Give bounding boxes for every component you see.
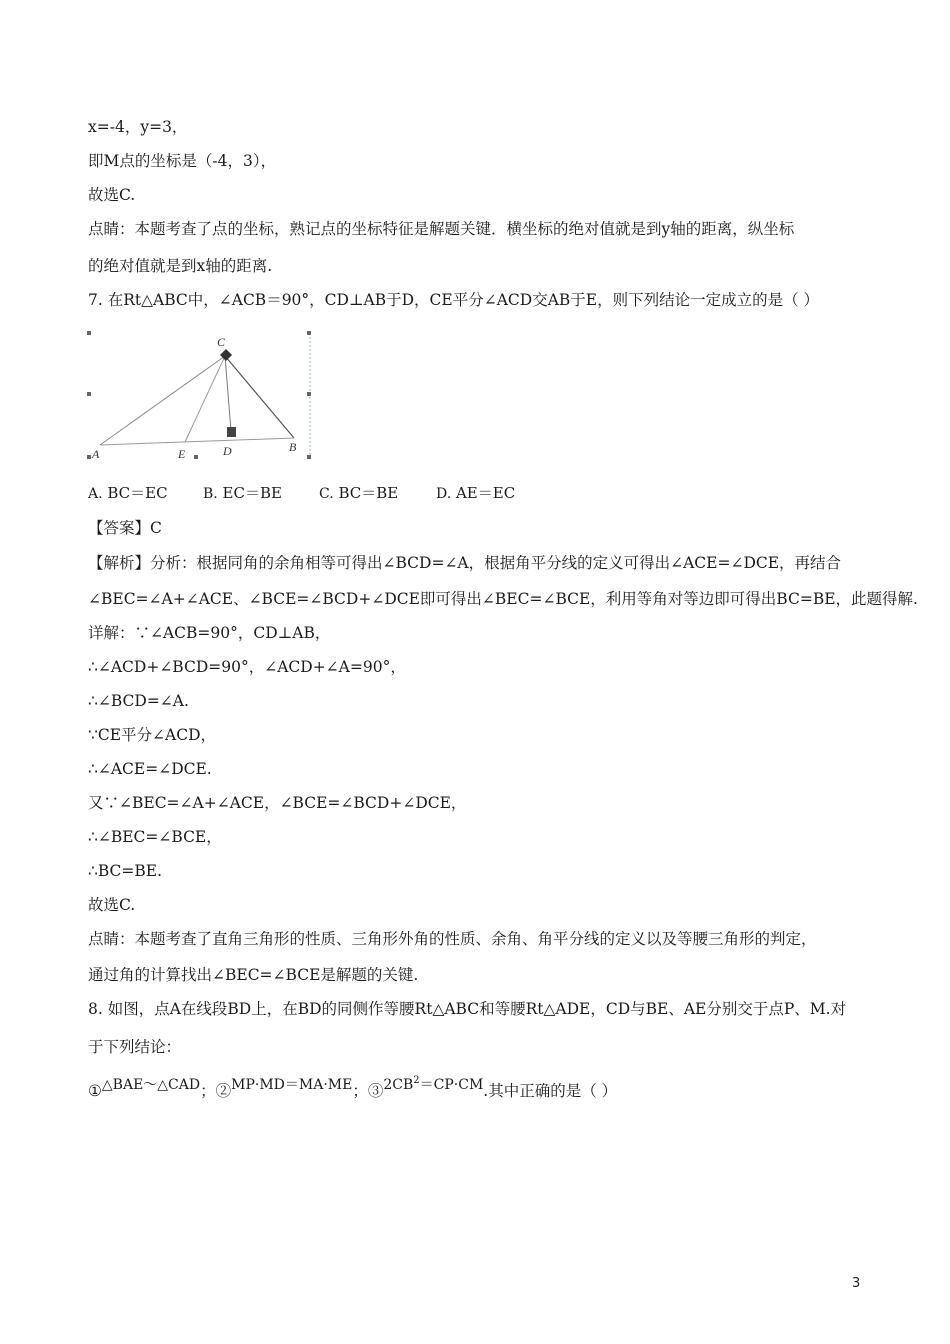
separator: ；② [200,1082,232,1100]
question-8-conclusions [88,1075,618,1104]
conclusion-3-base: 2CB [383,1077,414,1093]
analysis-line: ∴∠BEC=∠BCE， [88,828,222,846]
separator: ；③ [352,1082,384,1100]
analysis-line: 故选C. [88,896,136,914]
option-text: AE＝EC [455,484,516,502]
option-text: BC＝BE [338,484,399,502]
analysis-line: ∴∠BCD=∠A. [88,692,189,710]
analysis-line: ∠BEC=∠A+∠ACE、∠BCE=∠BCD+∠DCE即可得出∠BEC=∠BCE，利用等角对等边即可得出BC=BE，此题得解. [88,590,918,608]
vertex-label-a: A [92,447,100,461]
page-number: 3 [852,1276,861,1291]
conclusion-1-mark: ① [88,1082,102,1100]
question-7-figure [86,327,316,465]
conclusion-3-rest: ＝CP·CM [419,1077,484,1093]
option-text: BC＝EC [107,484,168,502]
conclusion-2: MP·MD＝MA·ME [231,1077,353,1093]
answer-line: 【答案】C [88,519,162,537]
conclusion-3 [383,1077,483,1093]
question-8-stem: 于下列结论： [88,1038,182,1056]
analysis-line: 【解析】分析：根据同角的余角相等可得出∠BCD=∠A，根据角平分线的定义可得出∠ACE=∠DCE，再结合 [88,554,842,572]
text-line: 故选C. [88,186,136,204]
option-label: A. [88,486,103,502]
question-8-tail: .其中正确的是（ ） [483,1082,618,1100]
vertex-label-d: D [223,444,232,458]
analysis-line: 又∵∠BEC=∠A+∠ACE，∠BCE=∠BCD+∠DCE， [88,794,467,812]
analysis-line: 详解：∵∠ACB=90°，CD⊥AB， [88,624,331,642]
option-d [436,482,515,503]
text-line: x=-4，y=3， [88,118,188,136]
text-line: 点睛：本题考查了点的坐标，熟记点的坐标特征是解题关键．横坐标的绝对值就是到y轴的距离，纵坐标 [88,220,795,238]
analysis-line: ∵CE平分∠ACD， [88,726,217,744]
vertex-label-b: B [289,440,297,454]
conclusion-3-exponent: 2 [413,1075,420,1086]
option-b [203,482,282,503]
text-line: 即M点的坐标是（-4，3）， [88,152,277,170]
option-c [319,482,398,503]
vertex-label-c: C [217,335,226,349]
vertex-label-e: E [178,447,186,461]
analysis-line: ∴BC=BE. [88,862,163,880]
triangle-diagram [86,327,316,465]
option-label: B. [203,486,218,502]
question-7-stem: 7. 在Rt△ABC中，∠ACB＝90°，CD⊥AB于D，CE平分∠ACD交AB于E，则下列结论一定成立的是（ ） [88,291,820,309]
analysis-line: 通过角的计算找出∠BEC=∠BCE是解题的关键. [88,966,419,984]
question-8-stem: 8. 如图，点A在线段BD上，在BD的同侧作等腰Rt△ABC和等腰Rt△ADE，CD与BE、AE分别交于点P、M.对 [88,1000,847,1018]
analysis-line: 点睛：本题考查了直角三角形的性质、三角形外角的性质、余角、角平分线的定义以及等腰三角形的判定， [88,930,817,948]
analysis-line: ∴∠ACE=∠DCE. [88,760,212,778]
option-label: D. [436,486,452,502]
option-text: EC＝BE [222,484,282,502]
text-line: 的绝对值就是到x轴的距离. [88,257,273,275]
analysis-line: ∴∠ACD+∠BCD=90°，∠ACD+∠A=90°， [88,658,406,676]
option-a [88,482,168,503]
conclusion-1: △BAE～△CAD [101,1077,201,1093]
option-label: C. [319,486,334,502]
